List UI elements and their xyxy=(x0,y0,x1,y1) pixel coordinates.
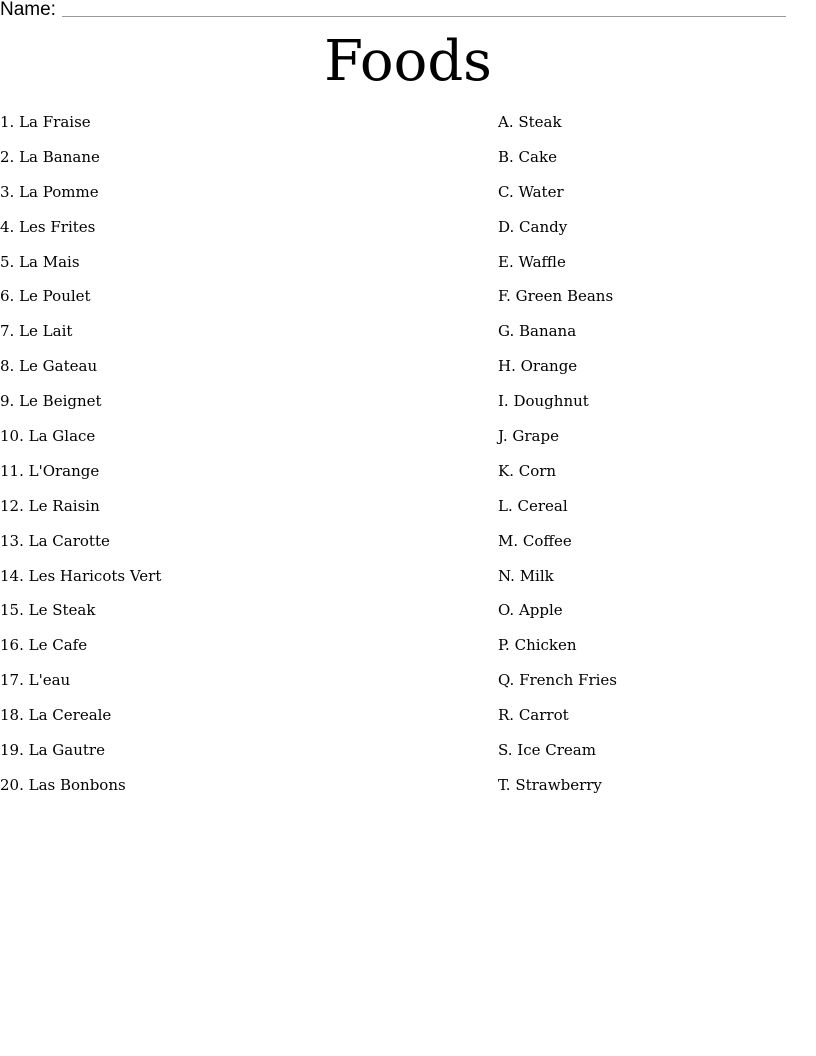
name-label: Name: xyxy=(0,0,56,20)
name-field-row xyxy=(0,0,786,20)
answer-item: B. Cake xyxy=(498,147,557,166)
answer-item: J. Grape xyxy=(498,427,559,446)
term-item: 20. Las Bonbons xyxy=(0,775,126,794)
term-item: 12. Le Raisin xyxy=(0,496,100,515)
term-item: 9. Le Beignet xyxy=(0,392,102,411)
answer-item: L. Cereal xyxy=(498,496,568,515)
answer-item: G. Banana xyxy=(498,322,577,341)
answer-item: I. Doughnut xyxy=(498,392,589,411)
english-answers-list xyxy=(498,112,617,810)
term-item: 5. La Mais xyxy=(0,252,80,271)
worksheet-title: Foods xyxy=(324,29,492,94)
term-item: 10. La Glace xyxy=(0,427,96,446)
term-item: 11. L'Orange xyxy=(0,461,100,480)
answer-item: R. Carrot xyxy=(498,706,569,725)
answer-item: D. Candy xyxy=(498,217,568,236)
answer-item: K. Corn xyxy=(498,461,557,480)
answer-item: N. Milk xyxy=(498,566,554,585)
term-item: 19. La Gautre xyxy=(0,741,105,760)
term-item: 13. La Carotte xyxy=(0,531,110,550)
french-terms-list xyxy=(0,112,161,810)
term-item: 6. Le Poulet xyxy=(0,287,91,306)
term-item: 18. La Cereale xyxy=(0,706,112,725)
answer-item: S. Ice Cream xyxy=(498,741,596,760)
answer-item: M. Coffee xyxy=(498,531,572,550)
answer-item: A. Steak xyxy=(498,113,562,131)
name-blank-line xyxy=(62,0,786,17)
answer-item: Q. French Fries xyxy=(498,671,617,690)
term-item: 7. Le Lait xyxy=(0,322,73,341)
term-item: 15. Le Steak xyxy=(0,601,96,620)
answer-item: O. Apple xyxy=(498,601,563,620)
term-item: 8. Le Gateau xyxy=(0,357,98,376)
answer-item: H. Orange xyxy=(498,357,578,376)
answer-item: T. Strawberry xyxy=(498,775,602,794)
answer-item: P. Chicken xyxy=(498,636,577,655)
answer-item: C. Water xyxy=(498,182,564,201)
answer-item: F. Green Beans xyxy=(498,287,614,306)
term-item: 2. La Banane xyxy=(0,147,100,166)
term-item: 4. Les Frites xyxy=(0,217,96,236)
answer-item: E. Waffle xyxy=(498,252,566,271)
term-item: 17. L'eau xyxy=(0,671,71,690)
term-item: 3. La Pomme xyxy=(0,182,99,201)
term-item: 1. La Fraise xyxy=(0,113,91,131)
term-item: 16. Le Cafe xyxy=(0,636,88,655)
term-item: 14. Les Haricots Vert xyxy=(0,566,162,585)
